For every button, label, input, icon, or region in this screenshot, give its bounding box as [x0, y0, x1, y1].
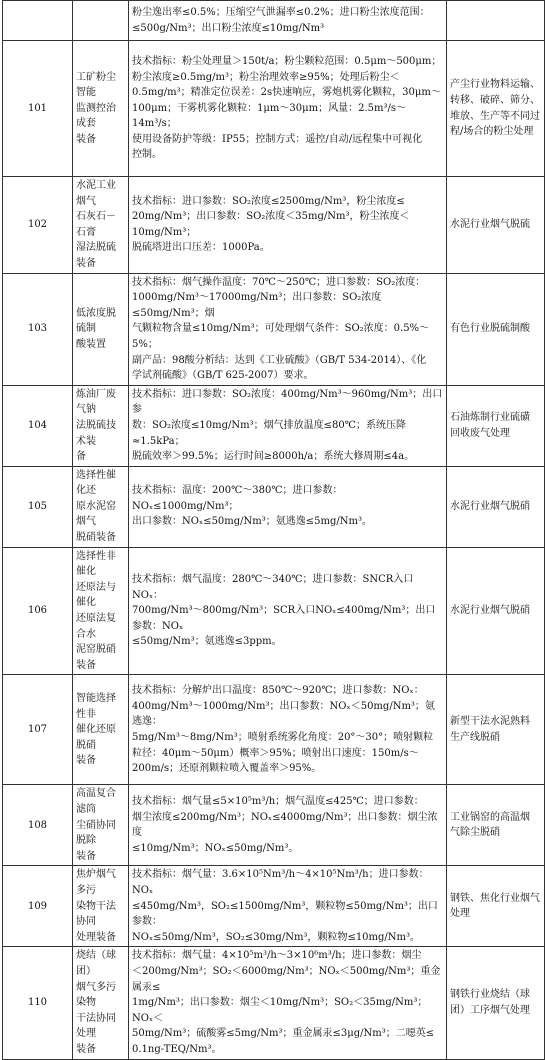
- row-number: 108: [3, 785, 73, 866]
- table-row: [3, 547, 545, 675]
- application-field: 钢铁、焦化行业烟气 处理: [447, 866, 545, 947]
- row-number: 102: [3, 177, 73, 274]
- technical-specs: 技术指标：温度：200℃～380℃；进口参数：NOₓ≤1000mg/Nm³； 出口参数：NOₓ≤50mg/Nm³；氨逃逸≤5mg/Nm³。: [129, 466, 447, 547]
- row-number: 109: [3, 866, 73, 947]
- equipment-name: 烧结（球团） 烟气多污染物 干法协同处理 装备: [73, 947, 129, 1059]
- technical-specs: 技术指标：烟气温度：280℃～340℃；进口参数：SNCR入口NOₓ： 700mg/Nm³～800mg/Nm³；SCR入口NOₓ≤400mg/Nm³；出口参数：NOₓ ≤50mg/Nm³；氨逃逸≤3ppm。: [129, 547, 447, 675]
- row-number: 110: [3, 947, 73, 1059]
- equipment-name: 焦炉烟气多污 染物干法协同 处理装备: [73, 866, 129, 947]
- row-number: 105: [3, 466, 73, 547]
- application-field: 水泥行业烟气脱硝: [447, 466, 545, 547]
- row-number: 101: [3, 41, 73, 177]
- table-row: [3, 41, 545, 177]
- table-row: [3, 785, 545, 866]
- table-row: [3, 273, 545, 385]
- technical-specs: 技术指标：进口参数：SO₂浓度：400mg/Nm³～960mg/Nm³；出口参 数：SO₂浓度≤10mg/Nm³；烟气排放温度≤80℃；系统压降≈1.5kPa； 脱硫效率＞99.5%；运行时间≥8000h/a；系统大修周期≤4a。: [129, 385, 447, 466]
- equipment-name: 高温复合滤筒 尘硝协同脱除 装备: [73, 785, 129, 866]
- application-field: [447, 1, 545, 41]
- equipment-name: 炼油厂废气钠 法脱硫技术装 备: [73, 385, 129, 466]
- technical-specs: 技术指标：粉尘处理量＞150t/a；粉尘颗粒范围：0.5μm～500μm； 粉尘浓度≥0.5mg/m³；粉尘治理效率≥95%；处理后粉尘＜ 0.5mg/m³；精准定位误差：2s快速响应，雾炮机雾化颗粒，30μm～ 100μm；干雾机雾化颗粒：1μm～30μm；风量：2.5m³/s～14m³/s； 使用设备防护等级：IP55；控制方式：遥控/自动/远程集中可视化 控制。: [129, 41, 447, 177]
- row-number: [3, 1, 73, 41]
- table-row: [3, 947, 545, 1059]
- row-number: 103: [3, 273, 73, 385]
- equipment-name: 低浓度脱硫制 酸装置: [73, 273, 129, 385]
- technical-specs: 技术指标：烟气操作温度：70℃～250℃；进口参数：SO₂浓度： 1000mg/Nm³～17000mg/Nm³；出口参数：SO₂浓度≤50mg/Nm³；烟 气颗粒物含量≤10mg/Nm³；可处理烟气条件：SO₂浓度：0.5%～5%； 副产品：98酸分析结：达到《工业硫酸》（GB/T 534-2014）、《化 学试剂硫酸》（GB/T 625-2007）要求。: [129, 273, 447, 385]
- equipment-name: 选择性非催化 还原法与催化 还原法复合水 泥窑脱硝装备: [73, 547, 129, 675]
- equipment-name: [73, 1, 129, 41]
- application-field: 钢铁行业烧结（球 团）工序烟气处理: [447, 947, 545, 1059]
- technical-specs: 技术指标：烟气量：4×10⁵m³/h～3×10⁶m³/h；进口参数：烟尘 ＜200mg/Nm³；SO₂＜6000mg/Nm³；NOₓ＜500mg/Nm³；重金属汞≤ 1mg/Nm³；出口参数：烟尘＜10mg/Nm³；SO₂＜35mg/Nm³；NOₓ＜ 50mg/Nm³；硫酸雾≤5mg/Nm³；重金属汞≤3μg/Nm³；二噁英≤ 0.1ng-TEQ/Nm³。: [129, 947, 447, 1059]
- technical-specs: 粉尘逸出率≤0.5%；压缩空气泄漏率≤0.2%；进口粉尘浓度范围： ≤500g/Nm³；出口粉尘浓度≤10mg/Nm³: [129, 1, 447, 41]
- application-field: 新型干法水泥熟料 生产线脱硝: [447, 675, 545, 785]
- table-body: [3, 1, 545, 1060]
- application-field: 石油炼制行业硫磺 回收废气处理: [447, 385, 545, 466]
- application-field: 有色行业脱硫制酸: [447, 273, 545, 385]
- technical-specs: 技术指标：烟气量≤5×10⁵m³/h；烟气温度≤425℃；进口参数： 烟尘浓度≤200mg/Nm³；NOₓ≤4000mg/Nm³；出口参数：烟尘浓度 ≤10mg/Nm³；NOₓ≤50mg/Nm³。: [129, 785, 447, 866]
- table-row: [3, 675, 545, 785]
- equipment-name: 工矿粉尘智能 监测控治成套 装备: [73, 41, 129, 177]
- table-row: [3, 466, 545, 547]
- application-field: 水泥行业烟气脱硫: [447, 177, 545, 274]
- row-number: 106: [3, 547, 73, 675]
- technical-specs: 技术指标：烟气量：3.6×10⁵Nm³/h～4×10⁵Nm³/h；进口参数：NOₓ ≤450mg/Nm³，SO₂≤1500mg/Nm³，颗粒物≤50mg/Nm³；出口参数： NOₓ≤50mg/Nm³，SO₂≤30mg/Nm³，颗粒物≤10mg/Nm³。: [129, 866, 447, 947]
- table-row: [3, 1, 545, 41]
- equipment-name: 选择性催化还 原水泥窑烟气 脱硝装备: [73, 466, 129, 547]
- equipment-name: 智能选择性非 催化还原脱硝 装备: [73, 675, 129, 785]
- application-field: 产尘行业物料运输、 转移、破碎、筛分、 堆放、生产等不同过 程/场合的粉尘处理: [447, 41, 545, 177]
- technical-specs: 技术指标：分解炉出口温度：850℃～920℃；进口参数：NOₓ： 400mg/Nm³～1000mg/Nm³；出口参数：NOₓ＜50mg/Nm³；氨逃逸： 5mg/Nm³～8mg/Nm³；喷射系统雾化角度：20°～30°；喷射颗粒 粒径：40μm～50μm）概率＞95%；喷射出口速度：150m/s～ 200m/s；还原剂颗粒喷入覆盖率＞95%。: [129, 675, 447, 785]
- equipment-table: [2, 0, 545, 1060]
- row-number: 107: [3, 675, 73, 785]
- table-row: [3, 177, 545, 274]
- equipment-name: 水泥工业烟气 石灰石－石膏 湿法脱硫装备: [73, 177, 129, 274]
- table-row: [3, 385, 545, 466]
- table-row: [3, 866, 545, 947]
- application-field: 水泥行业烟气脱硝: [447, 547, 545, 675]
- technical-specs: 技术指标：进口参数：SO₂浓度≤2500mg/Nm³，粉尘浓度≤ 20mg/Nm³；出口参数：SO₂浓度＜35mg/Nm³，粉尘浓度＜10mg/Nm³； 脱硫塔进出口压差：1000Pa。: [129, 177, 447, 274]
- application-field: 工业锅窑的高温烟 气除尘脱硝: [447, 785, 545, 866]
- row-number: 104: [3, 385, 73, 466]
